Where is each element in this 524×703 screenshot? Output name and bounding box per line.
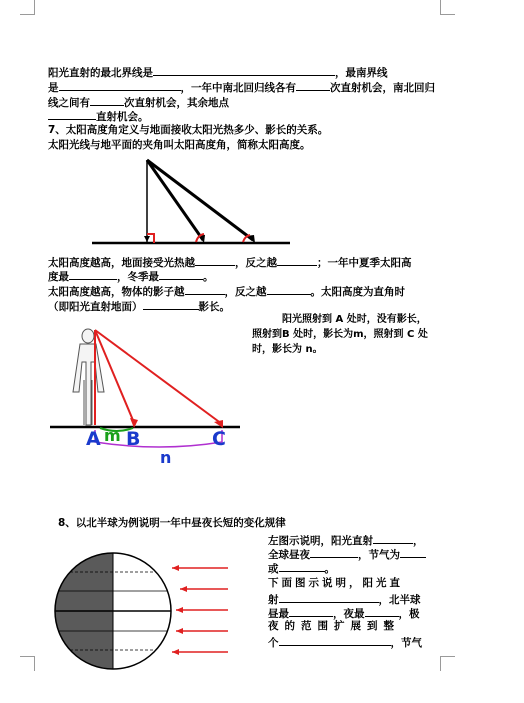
sec6-text: ，最南界线	[335, 67, 388, 79]
sec7-text: 度最	[48, 271, 69, 283]
shadow-note-3: 时，影长为 n。	[252, 344, 323, 355]
sec8-text: ，北半球	[378, 594, 421, 606]
sec8-text: ，	[413, 535, 424, 547]
sec7-text: （即阳光直射地面）	[48, 301, 143, 313]
sec8-text: ，节气	[390, 637, 422, 649]
sec7-text: 影长。	[198, 301, 230, 313]
sec7-text: 。太阳高度为直角时	[310, 286, 405, 298]
sec7-text: 太阳高度越高，地面接受光热越	[48, 257, 195, 269]
sec6-text: 次直射机会，其余地点	[124, 97, 229, 109]
oblique-ray-2	[147, 160, 253, 240]
label-n: n	[160, 448, 172, 467]
sec6-text: ，一年中南北回归线各有	[180, 82, 296, 94]
sec7-text: 太阳高度越高，物体的影子越	[48, 286, 185, 298]
sec8-text: ，节气为	[358, 549, 400, 561]
sun-angle-diagram	[92, 160, 290, 243]
sec8-text: ，极	[398, 608, 420, 620]
sec7-text: ，冬季最	[117, 271, 159, 283]
sec7-text: ，反之越	[235, 257, 277, 269]
sec8-text: ，夜最	[333, 608, 365, 620]
sec8-text: 个	[268, 637, 279, 649]
sec8-text: 或	[268, 563, 279, 575]
label-c: C	[212, 428, 226, 450]
oblique-ray-1	[147, 160, 203, 240]
sec8-title: 8、以北半球为例说明一年中昼夜长短的变化规律	[58, 517, 286, 529]
sec7-text: 。	[203, 271, 214, 283]
label-a: A	[86, 428, 101, 450]
sec8-text: 。	[324, 563, 335, 575]
sec6-text: 直射机会。	[96, 111, 149, 123]
person-figure	[73, 329, 104, 425]
sec7-definition: 太阳光线与地平面的夹角叫太阳高度角，简称太阳高度。	[48, 139, 311, 151]
shadow-note-2: 照射到B 处时，影长为m，照射到 C 处	[252, 329, 428, 340]
sec6-text: 阳光直射的最北界线是	[48, 67, 153, 79]
sec8-text: 全球昼夜	[268, 549, 310, 561]
sec7-text: ；一年中夏季太阳高	[317, 257, 412, 269]
arrowhead	[144, 236, 150, 242]
shadow-note-1: 阳光照射到 A 处时，没有影长，	[282, 314, 427, 325]
sec8-r4: 下面图示说明，阳光直	[268, 577, 403, 589]
sec6-text: 是	[48, 82, 59, 94]
label-b: B	[126, 428, 141, 450]
sec8-text: 射	[268, 594, 279, 606]
sec8-text: 左图示说明，阳光直射	[268, 535, 373, 547]
sec6-text: 次直射机会，南北回归	[330, 82, 435, 94]
label-m: m	[104, 426, 121, 445]
sec7-text: ，反之越	[224, 286, 267, 298]
sec6-text: 线之间有	[48, 97, 90, 109]
sec7-title: 7、太阳高度角定义与地面接收太阳光热多少、影长的关系。	[48, 124, 329, 136]
globe-diagram	[55, 553, 228, 669]
sec8-text: 昼最	[268, 608, 289, 620]
sec8-r7: 夜的范围扩展到整	[268, 620, 400, 632]
